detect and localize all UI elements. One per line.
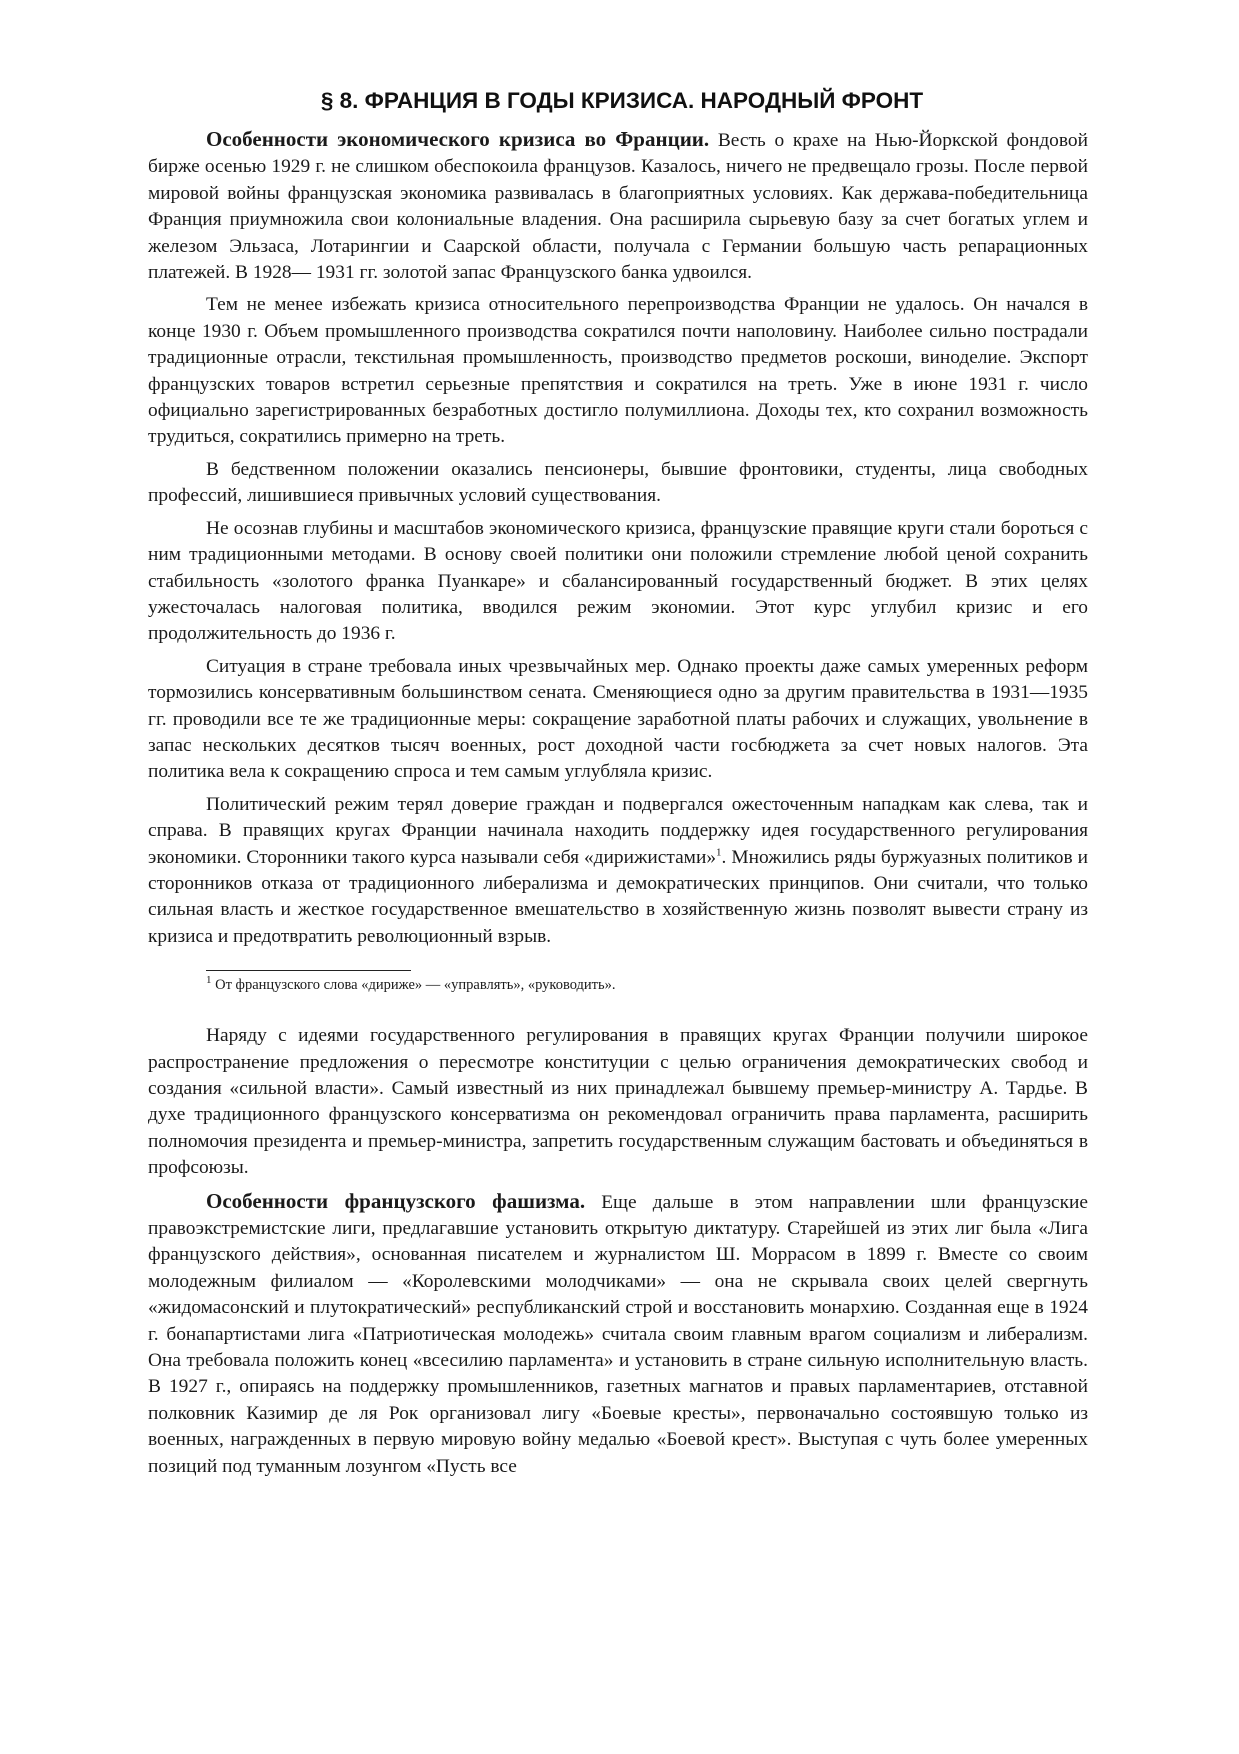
- paragraph-3: В бедственном положении оказались пенсионеры, бывшие фронтовики, студенты, лица свободных профессий, лишившиеся привычных условий существования.: [148, 458, 1088, 507]
- paragraph-8-text: Еще дальше в этом направлении шли французские правоэкстремистские лиги, предлагавшие установить открытую диктатуру. Старейшей из этих лиг была «Лига французского действия», основанная писателем и журналистом Ш. Моррасом в 1899 г. Вместе со своим молодежным филиалом — «Королевскими молодчиками» — она не скрывала своих целей свергнуть «жидомасонский и плутократический» республиканский строй и восстановить монархию. Созданная еще в 1924 г. бонапартистами лига «Патриотическая молодежь» считала своим главным врагом социализм и либерализм. Она требовала положить конец «всесилию парламента» и установить в стране сильную исполнительную власть. В 1927 г., опираясь на поддержку промышленников, газетных магнатов и правых парламентариев, отставной полковник Казимир де ля Рок организовал лигу «Боевые кресты», первоначально состоявшую только из военных, награжденных в первую мировую войну медалью «Боевой крест». Выступая с чуть более умеренных позиций под туманным лозунгом «Пусть все: [148, 1191, 1088, 1477]
- footnote-reference: 1: [716, 846, 722, 859]
- paragraph-6: [148, 792, 1088, 950]
- section-heading-economic-crisis: Особенности экономического кризиса во Франции.: [206, 127, 710, 151]
- paragraph-7: Наряду с идеями государственного регулирования в правящих кругах Франции получили широкое распространение предложения о пересмотре конституции с целью ограничения демократических свобод и создания «сильной власти». Самый известный из них принадлежал бывшему премьер-министру А. Тардье. В духе традиционного французского консерватизма он рекомендовал ограничить права парламента, расширить полномочия президента и премьер-министра, запретить государственным служащим бастовать и объединяться в профсоюзы.: [148, 1025, 1088, 1179]
- paragraph-2: Тем не менее избежать кризиса относительного перепроизводства Франции не удалось. Он начался в конце 1930 г. Объем промышленного производства сократился почти наполовину. Наиболее сильно пострадали традиционные отрасли, текстильная промышленность, производство предметов роскоши, виноделие. Экспорт французских товаров встретил серьезные препятствия и сократился на треть. Уже в июне 1931 г. число официально зарегистрированных безработных достигло полумиллиона. Доходы тех, кто сохранил возможность трудиться, сократились примерно на треть.: [148, 294, 1088, 448]
- footnote-divider: [206, 970, 411, 971]
- paragraph-5: Ситуация в стране требовала иных чрезвычайных мер. Однако проекты даже самых умеренных реформ тормозились консервативным большинством сената. Сменяющиеся одно за другим правительства в 1931—1935 гг. проводили все те же традиционные меры: сокращение заработной платы рабочих и служащих, увольнение в запас нескольких десятков тысяч военных, рост доходной части госбюджета за счет новых налогов. Эта политика вела к сокращению спроса и тем самым углубляла кризис.: [148, 655, 1088, 783]
- footnote-mark: 1: [206, 974, 212, 987]
- paragraph-1: [148, 126, 1088, 286]
- paragraph-1-text: Весть о крахе на Нью-Йоркской фондовой бирже осенью 1929 г. не слишком обеспокоила французов. Казалось, ничего не предвещало грозы. После первой мировой войны французская экономика развивалась в благоприятных условиях. Как держава-победительница Франция приумножила свои колониальные владения. Она расширила сырьевую базу за счет богатых углем и железом Эльзаса, Лотарингии и Саарской области, получала с Германии большую часть репарационных платежей. В 1928— 1931 гг. золотой запас Французского банка удвоился.: [148, 130, 1088, 284]
- footnote: [148, 970, 1088, 995]
- paragraph-8: [148, 1188, 1088, 1480]
- document-page: [148, 86, 1088, 1486]
- footnote-text: [206, 975, 1088, 995]
- paragraph-6-text-a: Политический режим терял доверие граждан и подвергался ожесточенным нападкам как слева, так и справа. В правящих кругах Франции начинала находить поддержку идея государственного регулирования экономики. Сторонники такого курса называли себя «дирижистами»: [148, 793, 1088, 868]
- section-heading-french-fascism: Особенности французского фашизма.: [206, 1188, 586, 1213]
- paragraph-6-text-b: . Множились ряды буржуазных политиков и сторонников отказа от традиционного либерализма и демократических принципов. Они считали, что только сильная власть и жесткое государственное вмешательство в хозяйственную жизнь позволят вывести страну из кризиса и предотвратить революционный взрыв.: [148, 846, 1088, 947]
- footnote-body: От французского слова «дириже» — «управлять», «руководить».: [211, 977, 616, 994]
- paragraph-4: Не осознав глубины и масштабов экономического кризиса, французские правящие круги стали бороться с ним традиционными методами. В основу своей политики они положили стремление любой ценой сохранить стабильность «золотого франка Пуанкаре» и сбалансированный государственный бюджет. В этих целях ужесточалась налоговая политика, вводился режим экономии. Этот курс углубил кризис и его продолжительность до 1936 г.: [148, 517, 1088, 645]
- page-title: § 8. ФРАНЦИЯ В ГОДЫ КРИЗИСА. НАРОДНЫЙ ФРОНТ: [320, 88, 924, 113]
